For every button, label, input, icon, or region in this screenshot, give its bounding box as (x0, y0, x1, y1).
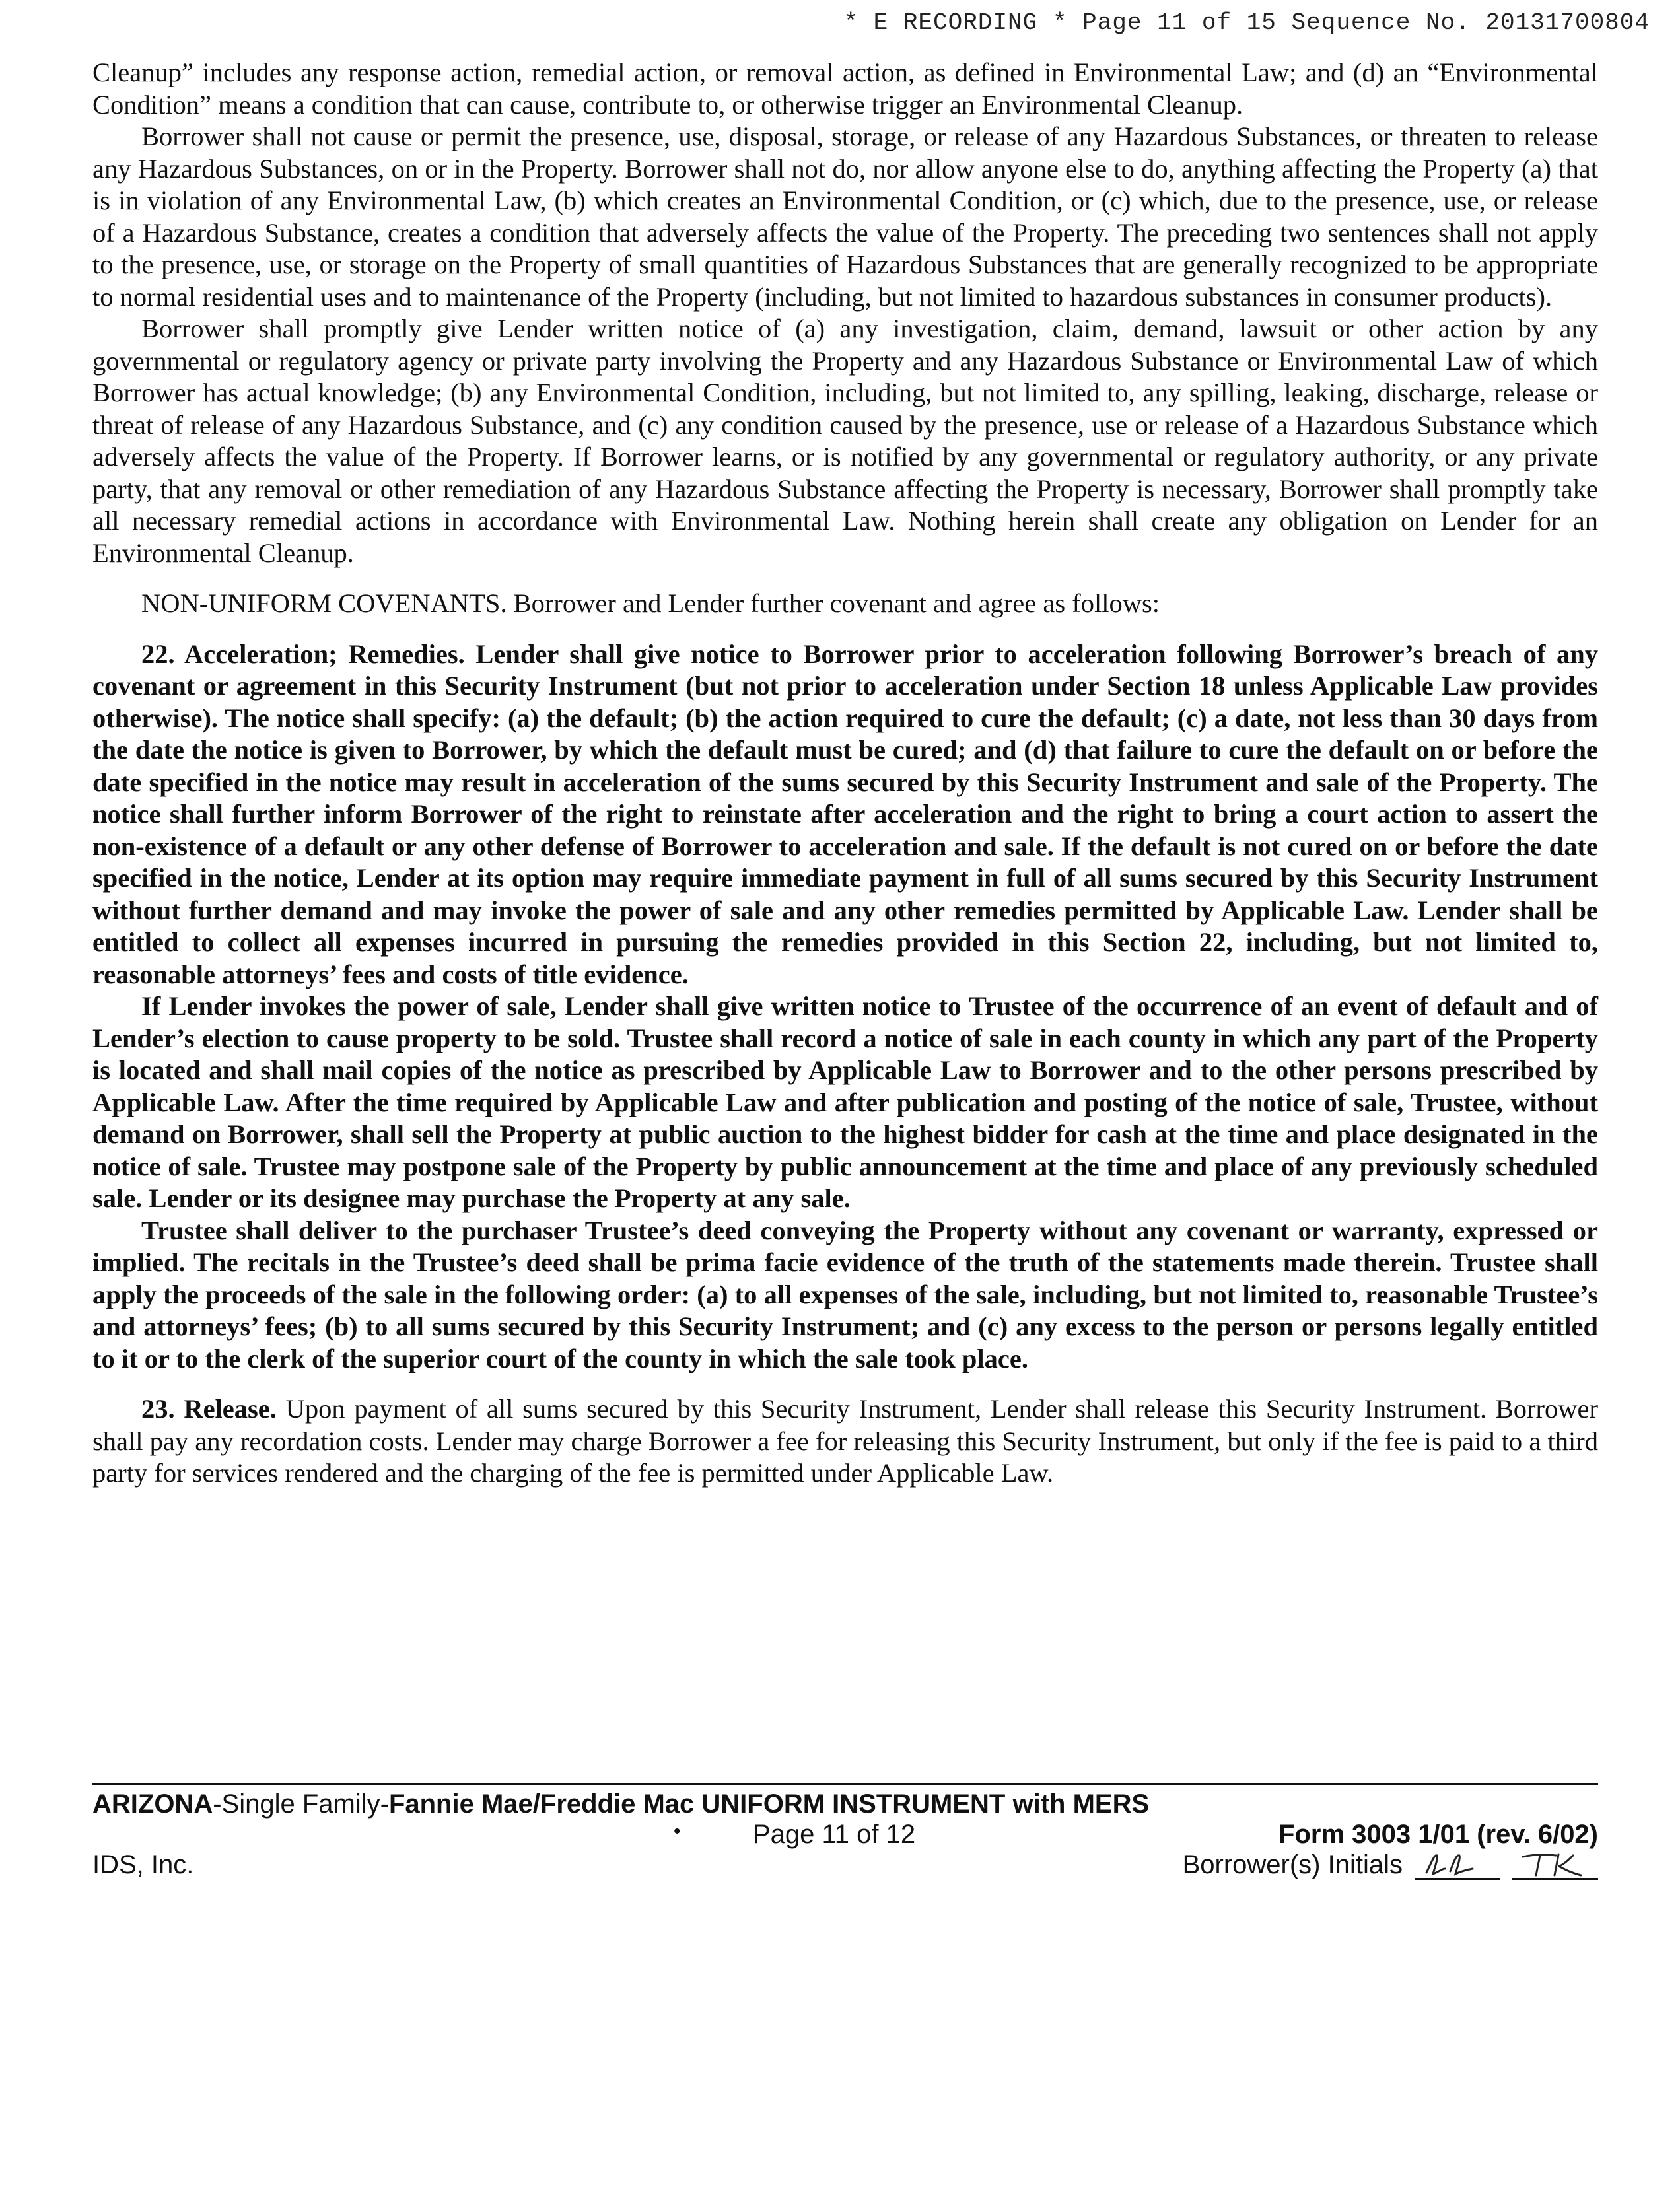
paragraph-non-uniform-covenants: NON-UNIFORM COVENANTS. Borrower and Lender further covenant and agree as follows: (141, 588, 1160, 618)
paragraph-borrower-notice: Borrower shall promptly give Lender written notice of (a) any investigation, claim, demand, lawsuit or other action by any governmental or regulatory agency or private party involving the Property and any Hazardous Substance or Environmental Law of which Borrower has actual knowledge; (b) any Environmental Condition, including, but not limited to, any spilling, leaking, discharge, release or threat of release of any Hazardous Substance, and (c) any condition caused by the presence, use or release of a Hazardous Substance which adversely affects the value of the Property. If Borrower learns, or is notified by any governmental or regulatory authority, or any private party, that any removal or other remediation of any Hazardous Substance affecting the Property is necessary, Borrower shall promptly take all necessary remedial actions in accordance with Environmental Law. Nothing herein shall create any obligation on Lender for an Environmental Cleanup. (92, 314, 1598, 568)
footer-form-number: Form 3003 1/01 (rev. 6/02) (1278, 1820, 1598, 1849)
paragraph-environmental-definitions: Cleanup” includes any response action, remedial action, or removal action, as defined in Environmental Law; and (d) an “Environmental Condition” means a condition that can cause, contribute to, or otherwise trigger an Environmental Cleanup. (92, 57, 1598, 120)
handwritten-initials-icon (1420, 1849, 1492, 1878)
footer-company: IDS, Inc. (92, 1850, 194, 1879)
borrower-initials (1183, 1850, 1598, 1880)
footer-form-line-1: -Single Family- (213, 1789, 389, 1819)
document-body (92, 57, 1598, 1490)
footer-form-title (92, 1789, 1598, 1819)
paragraph-hazardous-substances: Borrower shall not cause or permit the presence, use, disposal, storage, or release of any Hazardous Substances, or threaten to release any Hazardous Substances, on or in the Property. Borrower shall not do, nor allow anyone else to do, anything affecting the Property (a) that is in violation of any Environmental Law, (b) which creates an Environmental Condition, or (c) which, due to the presence, use, or release of a Hazardous Substance, creates a condition that adversely affects the value of the Property. The preceding two sentences shall not apply to the presence, use, or storage on the Property of small quantities of Hazardous Substances that are generally recognized to be appropriate to normal residential uses and to maintenance of the Property (including, but not limited to hazardous substances in consumer products). (92, 122, 1598, 312)
footer-state: ARIZONA (92, 1789, 213, 1819)
footer-row-page (92, 1819, 1598, 1850)
release-body: Upon payment of all sums secured by this Security Instrument, Lender shall release this Security Instrument. Borrower shall pay any recordation costs. Lender may charge Borrower a fee for releasing this Security Instrument, but only if the fee is paid to a third party for services rendered and the charging of the fee is permitted under Applicable Law. (92, 1394, 1598, 1488)
handwritten-initials-icon (1518, 1849, 1590, 1878)
footer-row-company (92, 1850, 1598, 1880)
paragraph-trustee-deed: Trustee shall deliver to the purchaser Trustee’s deed conveying the Property without any covenant or warranty, expressed or implied. The recitals in the Trustee’s deed shall be prima facie evidence of the truth of the statements made therein. Trustee shall apply the proceeds of the sale in the following order: (a) to all expenses of the sale, including, but not limited to, reasonable Trustee’s and attorneys’ fees; (b) to all sums secured by this Security Instrument; and (c) any excess to the person or persons legally entitled to it or to the clerk of the superior court of the county in which the sale took place. (92, 1215, 1598, 1373)
footer-bullet-mark: • (674, 1821, 681, 1842)
paragraph-acceleration-remedies: 22. Acceleration; Remedies. Lender shall give notice to Borrower prior to acceleration following Borrower’s breach of any covenant or agreement in this Security Instrument (but not prior to acceleration under Section 18 unless Applicable Law provides otherwise). The notice shall specify: (a) the default; (b) the action required to cure the default; (c) a date, not less than 30 days from the date the notice is given to Borrower, by which the default must be cured; and (d) that failure to cure the default on or before the date specified in the notice may result in acceleration of the sums secured by this Security Instrument and sale of the Property. The notice shall further inform Borrower of the right to reinstate after acceleration and the right to bring a court action to assert the non-existence of a default or any other defense of Borrower to acceleration and sale. If the default is not cured on or before the date specified in the notice, Lender at its option may require immediate payment in full of all sums secured by this Security Instrument without further demand and may invoke the power of sale and any other remedies permitted by Applicable Law. Lender shall be entitled to collect all expenses incurred in pursuing the remedies provided in this Section 22, including, but not limited to, reasonable attorneys’ fees and costs of title evidence. (92, 639, 1598, 989)
release-heading: 23. Release. (141, 1394, 277, 1424)
recording-header: * E RECORDING * Page 11 of 15 Sequence No. 20131700804 (843, 9, 1650, 36)
footer-form-line-2: Fannie Mae/Freddie Mac UNIFORM INSTRUMENT with MERS (388, 1789, 1150, 1819)
paragraph-power-of-sale: If Lender invokes the power of sale, Lender shall give written notice to Trustee of the occurrence of an event of default and of Lender’s election to cause property to be sold. Trustee shall record a notice of sale in each county in which any part of the Property is located and shall mail copies of the notice as prescribed by Applicable Law to Borrower and to the other persons prescribed by Applicable Law. After the time required by Applicable Law and after publication and posting of the notice of sale, Trustee, without demand on Borrower, shall sell the Property at public auction to the highest bidder for cash at the time and place designated in the notice of sale. Trustee may postpone sale of the Property by public announcement at the time and place of any previously scheduled sale. Lender or its designee may purchase the Property at any sale. (92, 991, 1598, 1213)
initials-label: Borrower(s) Initials (1182, 1850, 1403, 1879)
initial-signature-2 (1512, 1852, 1598, 1880)
form-footer (92, 1783, 1598, 1880)
footer-page-number: Page 11 of 12 (753, 1820, 916, 1849)
initial-signature-1 (1415, 1852, 1500, 1880)
footer-divider (92, 1783, 1598, 1785)
paragraph-release (92, 1393, 1598, 1490)
